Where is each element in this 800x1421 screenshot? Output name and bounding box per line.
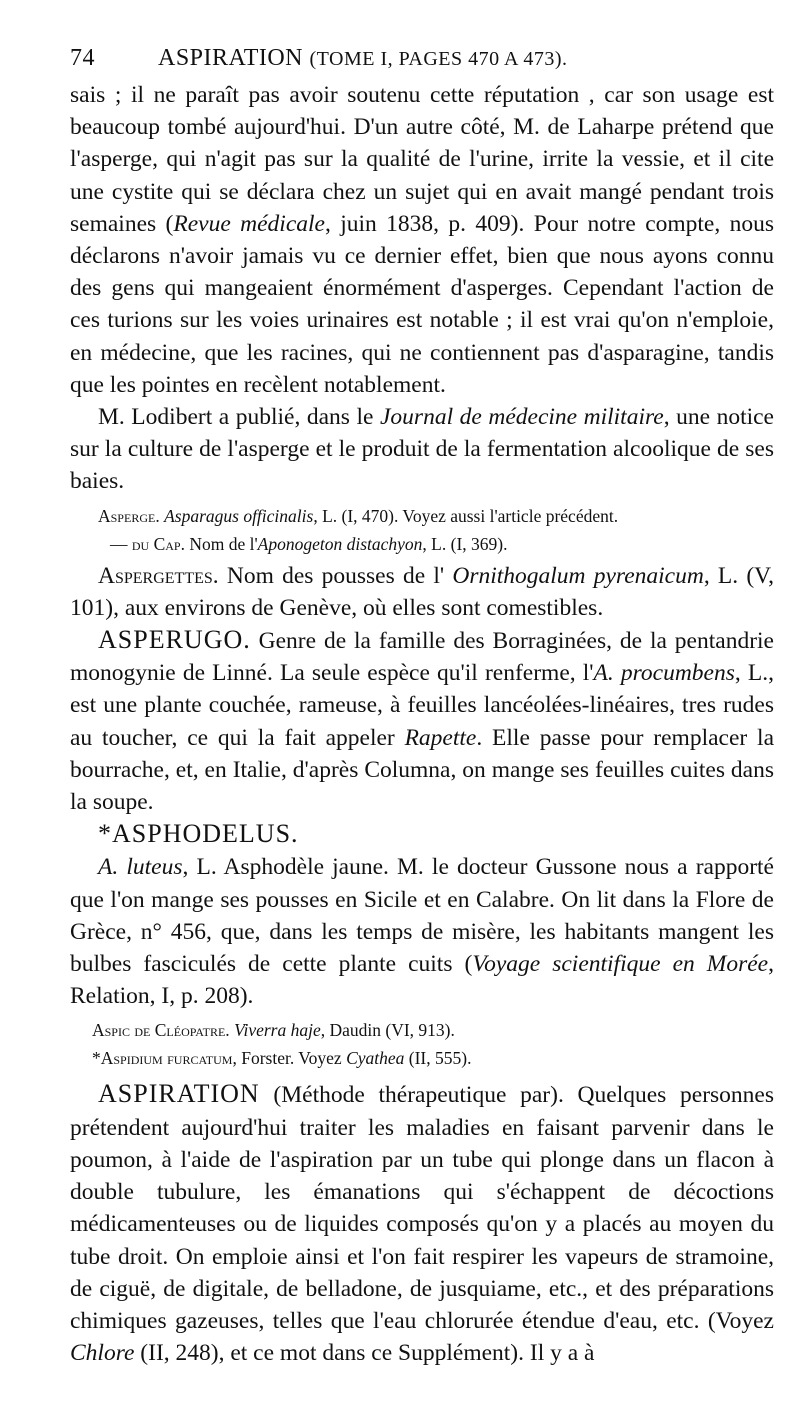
entry-aspiration bbox=[70, 1078, 774, 1369]
entry-headword: — du Cap. bbox=[110, 533, 185, 554]
entry-headword: *Aspidium furcatum bbox=[92, 1048, 233, 1069]
latin-name: Aponogeton distachyon bbox=[257, 533, 423, 554]
text-run: sais ; il ne paraît pas avoir soutenu cette réputation , car son usage est beaucoup tombé aujourd'hui. D'un autre côté, M. de Laharpe prétend que l'asperge, qui n'agit pas sur la qualité de l'urine, irrite la vessie, et il cite une cystite qui se déclara chez un sujet qui en avait mangé pendant trois semaines ( bbox=[70, 82, 774, 237]
text-run: , Relation, I, p. 208). bbox=[70, 951, 774, 1010]
entry-asphodelus-heading bbox=[70, 818, 774, 851]
text-run: , Forster. Voyez bbox=[232, 1048, 347, 1069]
latin-name: A. luteus bbox=[98, 854, 183, 881]
text-run: , L. (I, 470). Voyez aussi l'article précédent. bbox=[313, 505, 619, 526]
citation-italic: Voyage scientifique en Morée bbox=[472, 951, 769, 978]
entry-headword: ASPIRATION bbox=[98, 1079, 260, 1109]
latin-name: A. procumbens bbox=[593, 660, 735, 687]
text-run: Nom de l' bbox=[184, 533, 258, 554]
entry-asperge-du-cap bbox=[70, 530, 774, 558]
latin-name: Cyathea bbox=[346, 1048, 405, 1069]
entry-headword: Aspic de Cléopatre. bbox=[92, 1020, 230, 1041]
page-number: 74 bbox=[70, 45, 95, 71]
text-run: Nom des pousses de l' bbox=[218, 562, 453, 589]
running-title bbox=[158, 38, 568, 79]
text-run: M. Lodibert a publié, dans le bbox=[98, 404, 380, 431]
citation-italic: Revue médicale bbox=[173, 210, 325, 237]
running-title-pages: (TOME I, PAGES 470 A 473). bbox=[309, 48, 568, 70]
text-run: , juin 1838, p. 409). Pour notre compte, nous déclarons n'avoir jamais vu ce dernier effet, bien que nous ayons connu des gens qui mangeaient énormément d'asperges. Cependant l'action de ces turions sur les voies urinaires est notable ; il est vrai qu'on n'emploie, en médecine, que les racines, qui ne contiennent pas d'asparagine, tandis que les pointes en recèlent notablement. bbox=[70, 210, 775, 398]
entry-headword: Asperge. bbox=[98, 505, 160, 526]
text-run: , Daudin (VI, 913). bbox=[320, 1020, 455, 1041]
common-name-italic: Rapette bbox=[404, 724, 477, 751]
text-run: (II, 248), et ce mot dans ce Supplément). Il y a à bbox=[134, 1340, 595, 1367]
entry-asperugo bbox=[70, 624, 774, 818]
text-run: , une notice sur la culture de l'asperge et le produit de la fermentation alcoolique de ses baies. bbox=[70, 404, 774, 495]
running-header bbox=[70, 38, 774, 79]
citation-italic: Chlore bbox=[70, 1340, 135, 1367]
citation-italic: Journal de médecine militaire bbox=[380, 404, 664, 431]
text-run: , L., est une plante couchée, rameuse, à feuilles lancéolées-linéaires, tres rudes au toucher, ce qui la fait appeler bbox=[70, 660, 774, 751]
entry-headword: *ASPHODELUS. bbox=[98, 819, 299, 849]
paragraph-lodibert bbox=[70, 401, 774, 498]
text-run: (II, 555). bbox=[404, 1048, 472, 1069]
text-run: (Méthode thérapeutique par). Quelques personnes prétendent aujourd'hui traiter les maladies en faisant parvenir dans le poumon, à l'aide de l'aspiration par un tube qui plonge dans un flacon à double tubulure, les émanations qui s'échappent de décoctions médicamenteuses ou de liquides composés qu'on y a placés au moyen du tube droit. On emploie ainsi et l'on fait respirer les vapeurs de stramoine, de ciguë, de digitale, de belladone, de jusquiame, etc., et des préparations chimiques gazeuses, telles que l'eau chlorurée étendue d'eau, etc. (Voyez bbox=[70, 1082, 774, 1334]
entry-aspic-de-cleopatre bbox=[70, 1016, 774, 1044]
latin-name: Ornithogalum pyrenaicum bbox=[452, 562, 704, 589]
running-title-main: ASPIRATION bbox=[158, 45, 304, 71]
text-run: Genre de la famille des Borraginées, de la pentandrie monogynie de Linné. La seule espèce qu'il renferme, l' bbox=[70, 628, 774, 687]
text-run: . Elle passe pour remplacer la bourrache, et, en Italie, d'après Columna, on mange ses feuilles cuites dans la soupe. bbox=[70, 724, 775, 816]
latin-name: Asparagus officinalis bbox=[164, 505, 314, 526]
entry-headword: Aspergettes. bbox=[98, 562, 219, 589]
latin-name: Viverra haje bbox=[234, 1020, 321, 1041]
entry-aspidium-furcatum bbox=[70, 1044, 774, 1072]
paragraph-asperge-continued bbox=[70, 79, 774, 401]
text-run: , L. (I, 369). bbox=[422, 533, 508, 554]
entry-asphodelus-luteus bbox=[70, 851, 774, 1012]
entry-headword: ASPERUGO. bbox=[98, 625, 251, 655]
entry-asperge bbox=[70, 502, 774, 530]
text-run: , L. Asphodèle jaune. M. le docteur Gussone nous a rapporté que l'on mange ses pousses en Sicile et en Calabre. On lit dans la Flore de Grèce, n° 456, que, dans les temps de misère, les habitants mangent les bulbes fasciculés de cette plante cuits ( bbox=[70, 854, 774, 978]
entry-aspergettes bbox=[70, 560, 774, 624]
text-run: , L. (V, 101), aux environs de Genève, où elles sont comestibles. bbox=[70, 562, 774, 621]
